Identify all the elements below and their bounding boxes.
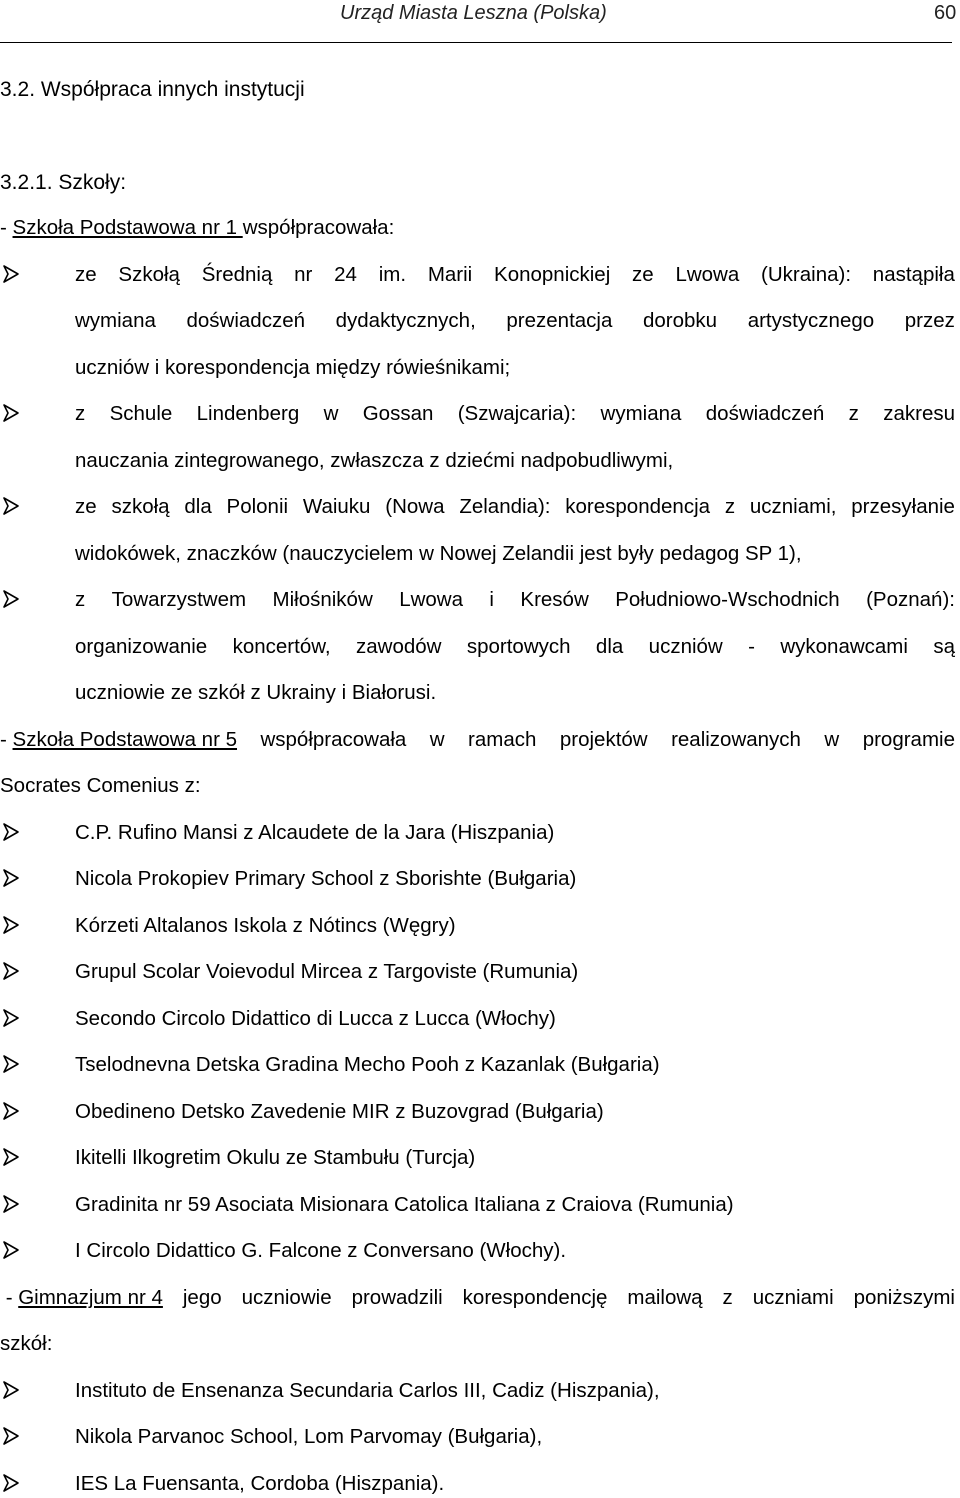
bullet-arrow-icon [2, 822, 22, 846]
dash-prefix: - [0, 727, 13, 751]
word: Gossan [362, 402, 434, 425]
bullet-arrow-icon [2, 264, 22, 288]
word: z [75, 402, 86, 425]
word: szkołą [111, 495, 170, 518]
partner-school-item: Nicola Prokopiev Primary School z Sborishte (Bułgaria) [75, 867, 577, 890]
word: Konopnickiej [494, 262, 611, 286]
word: zakresu [883, 402, 955, 425]
word: dla [595, 634, 624, 658]
sp5-intro-cont: Socrates Comenius z: [0, 774, 201, 797]
word: korespondencję [462, 1285, 608, 1309]
partner-school-item: Kórzeti Altalanos Iskola z Nótincs (Węgry) [75, 913, 456, 937]
bullet-arrow-icon [2, 589, 22, 613]
sp1-intro [0, 214, 394, 242]
sp1-item-line [75, 400, 955, 428]
bullet-arrow-icon [2, 1473, 22, 1497]
intro-suffix: współpracowała: [242, 216, 395, 239]
word: prowadzili [351, 1285, 443, 1309]
word: Towarzystwem [111, 588, 247, 611]
word: przesyłanie [851, 495, 955, 518]
word: koncertów, [232, 634, 331, 658]
word: dla [184, 495, 212, 518]
word: uczniów [648, 634, 723, 658]
word: sportowych [466, 634, 571, 658]
partner-school-item: Obedineno Detsko Zavedenie MIR z Buzovgrad (Bułgaria) [75, 1099, 604, 1123]
word: Marii [427, 262, 473, 286]
dash-prefix: - [0, 1285, 19, 1309]
word: Kresów [520, 588, 589, 611]
word: Schule [109, 402, 173, 425]
sp1-item-line: nauczania zintegrowanego, zwłaszcza z dziećmi nadpobudliwymi, [75, 448, 674, 472]
word: doświadczeń [705, 402, 825, 425]
bullet-arrow-icon [2, 1426, 22, 1450]
correspondence-school-item: Nikola Parvanoc School, Lom Parvomay (Bułgaria), [75, 1425, 543, 1448]
bullet-arrow-icon [2, 1008, 22, 1032]
sp5-intro [0, 726, 955, 754]
word: w [824, 727, 840, 751]
g4-lead [0, 1284, 163, 1312]
word: z [848, 402, 859, 425]
word: prezentacja [506, 309, 613, 332]
sp1-item-line: widokówek, znaczków (nauczycielem w Nowej Zelandii jest były pedagog SP 1), [75, 541, 802, 565]
word: Lindenberg [196, 402, 300, 425]
section-heading: 3.2. Współpraca innych instytucji [0, 78, 305, 101]
word: poniższymi [853, 1285, 955, 1309]
sp1-item-line: uczniowie ze szkół z Ukrainy i Białorusi. [75, 681, 437, 704]
word: wykonawcami [780, 634, 908, 658]
sp1-item-line [75, 633, 955, 661]
partner-school-item: Gradinita nr 59 Asociata Misionara Catolica Italiana z Craiova (Rumunia) [75, 1192, 734, 1216]
dash-prefix: - [0, 216, 13, 239]
correspondence-school-item: Instituto de Ensenanza Secundaria Carlos III, Cadiz (Hiszpania), [75, 1378, 660, 1402]
word: organizowanie [75, 634, 208, 658]
bullet-arrow-icon [2, 1054, 22, 1078]
school-name-sp5: Szkoła Podstawowa nr 5 [12, 727, 238, 751]
bullet-arrow-icon [2, 1147, 22, 1171]
word: wymiana [600, 402, 682, 425]
sp5-lead [0, 726, 237, 754]
word: z [722, 1285, 733, 1309]
g4-intro-cont: szkół: [0, 1332, 53, 1355]
word: i [489, 588, 494, 611]
bullet-arrow-icon [2, 868, 22, 892]
word: - [748, 634, 755, 658]
word: przez [904, 309, 955, 332]
sp1-item-line [75, 307, 955, 335]
subsection-heading: 3.2.1. Szkoły: [0, 171, 127, 194]
word: w [323, 402, 339, 425]
word: doświadczeń [186, 309, 306, 332]
bullet-arrow-icon [2, 1240, 22, 1264]
partner-school-item: Tselodnevna Detska Gradina Mecho Pooh z Kazanlak (Bułgaria) [75, 1053, 660, 1076]
page-number: 60 [934, 2, 957, 24]
word: im. [378, 262, 407, 286]
word: (Poznań): [866, 588, 955, 611]
word: Południowo-Wschodnich [615, 588, 840, 611]
word: współpracowała [260, 727, 407, 751]
sp1-item-line [75, 261, 955, 289]
word: projektów [559, 727, 648, 751]
word: uczniami, [749, 495, 837, 518]
word: Lwowa [399, 588, 463, 611]
page-header [0, 0, 960, 50]
word: jego [182, 1285, 222, 1309]
header-title: Urząd Miasta Leszna (Polska) [340, 2, 607, 24]
word: dydaktycznych, [335, 309, 476, 332]
word: nastąpiła [872, 262, 955, 286]
word: z [724, 495, 736, 518]
word: Średnią [201, 262, 273, 286]
correspondence-school-item: IES La Fuensanta, Cordoba (Hiszpania). [75, 1471, 445, 1495]
word: Szkołą [118, 262, 180, 286]
bullet-arrow-icon [2, 1101, 22, 1125]
word: Zelandia): [459, 495, 551, 518]
word: Miłośników [272, 588, 373, 611]
word: (Szwajcaria): [457, 402, 577, 425]
word: dorobku [642, 309, 718, 332]
bullet-arrow-icon [2, 915, 22, 939]
word: artystycznego [747, 309, 875, 332]
word: ze [632, 262, 654, 286]
partner-school-item: Grupul Scolar Voievodul Mircea z Targoviste (Rumunia) [75, 960, 579, 983]
school-name-g4: Gimnazjum nr 4 [18, 1285, 163, 1309]
sp1-item-line: uczniów i korespondencja między rówieśnikami; [75, 355, 511, 379]
partner-school-item: Secondo Circolo Didattico di Lucca z Lucca (Włochy) [75, 1006, 556, 1030]
partner-school-item: I Circolo Didattico G. Falcone z Conversano (Włochy). [75, 1239, 567, 1262]
word: ze [75, 495, 97, 518]
word: wymiana [75, 309, 156, 332]
bullet-arrow-icon [2, 403, 22, 427]
word: uczniami [752, 1285, 834, 1309]
word: realizowanych [671, 727, 801, 751]
bullet-arrow-icon [2, 496, 22, 520]
word: w [429, 727, 445, 751]
word: zawodów [355, 634, 442, 658]
word: ze [75, 262, 97, 286]
word: nr [294, 262, 313, 286]
sp1-item-line [75, 493, 955, 521]
partner-school-item: Ikitelli Ilkogretim Okulu ze Stambułu (Turcja) [75, 1146, 476, 1169]
word: Polonii [226, 495, 289, 518]
word: ramach [468, 727, 537, 751]
word: Lwowa [675, 262, 740, 286]
word: z [75, 588, 86, 611]
partner-school-item: C.P. Rufino Mansi z Alcaudete de la Jara (Hiszpania) [75, 820, 555, 844]
word: (Nowa [385, 495, 445, 518]
word: uczniowie [241, 1285, 332, 1309]
g4-intro [0, 1284, 955, 1312]
word: programie [862, 727, 955, 751]
word: mailową [627, 1285, 703, 1309]
bullet-arrow-icon [2, 961, 22, 985]
school-name-sp1: Szkoła Podstawowa nr 1 [12, 216, 243, 239]
word: korespondencja [565, 495, 711, 518]
bullet-arrow-icon [2, 1194, 22, 1218]
bullet-arrow-icon [2, 1380, 22, 1404]
word: są [933, 634, 955, 658]
word: Waiuku [302, 495, 371, 518]
word: (Ukraina): [761, 262, 852, 286]
word: 24 [334, 262, 357, 286]
sp1-item-line [75, 586, 955, 614]
header-rule [0, 42, 952, 43]
